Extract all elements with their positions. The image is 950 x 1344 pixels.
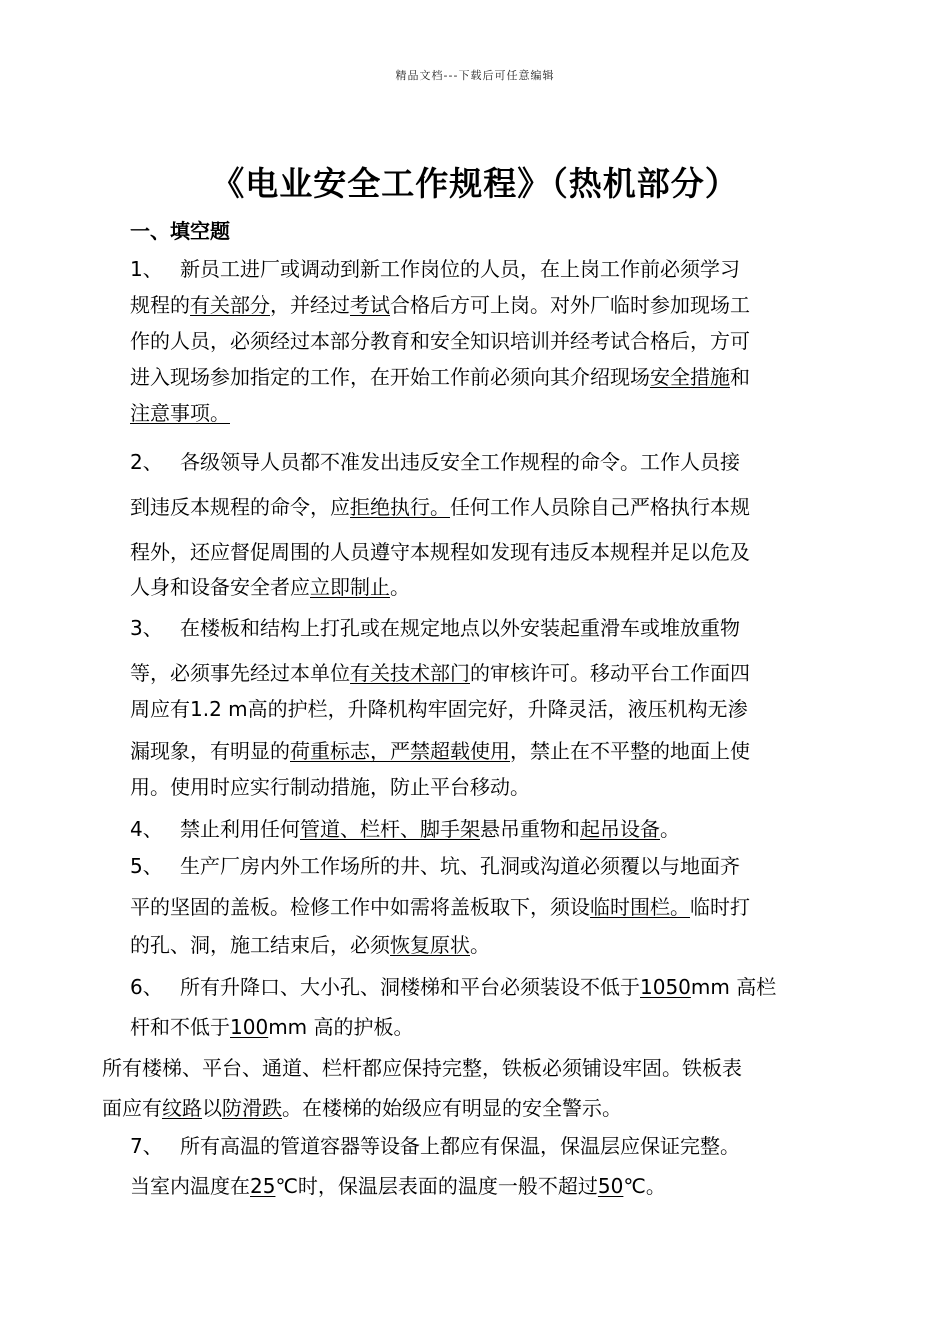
text-segment: 以 [202, 1096, 222, 1120]
text-segment: 的孔、洞，施工结束后，必须 [130, 933, 390, 957]
item-number: 2、 [130, 450, 163, 474]
text-segment: ，禁止在不平整的地面上使 [510, 739, 750, 763]
text-line [130, 251, 740, 287]
text-segment: 新员工进厂或调动到新工作岗位的人员，在上岗工作前必须学习 [180, 257, 740, 281]
answer-blank: 考试 [350, 293, 390, 317]
answer-blank: 管道、栏杆、脚手架 [300, 817, 480, 841]
text-line [130, 489, 750, 525]
text-line [130, 359, 750, 395]
text-line [130, 927, 490, 963]
item-number: 3、 [130, 616, 163, 640]
text-segment: 漏现象，有明显的 [130, 739, 290, 763]
text-segment: 悬吊重物和 [480, 817, 580, 841]
item-number: 6、 [130, 975, 163, 999]
text-line [130, 691, 748, 727]
text-segment: 合格后方可上岗。对外厂临时参加现场工 [390, 293, 750, 317]
text-segment: 禁止利用任何 [180, 817, 300, 841]
text-segment: 。 [470, 933, 490, 957]
text-segment: 平的坚固的盖板。检修工作中如需将盖板取下，须设 [130, 895, 590, 919]
text-segment: 作的人员，必须经过本部分教育和安全知识培训并经考试合格后，方可 [130, 329, 750, 353]
text-line [130, 1009, 414, 1045]
text-line [102, 1050, 742, 1086]
text-segment: 。 [390, 575, 410, 599]
answer-blank: 起吊设备 [580, 817, 660, 841]
text-segment: 杆和不低于 [130, 1015, 230, 1039]
text-line [130, 1168, 666, 1204]
text-segment: 面应有 [102, 1096, 162, 1120]
answer-blank: 荷重标志，严禁超载使用 [290, 739, 510, 763]
answer-blank: 恢复原状 [390, 933, 470, 957]
text-segment: 。在楼梯的始级应有明显的安全警示。 [282, 1096, 622, 1120]
answer-blank: 注意事项。 [130, 401, 230, 425]
text-line [130, 733, 750, 769]
text-segment: 人身和设备安全者应 [130, 575, 310, 599]
text-segment: 到违反本规程的命令，应 [130, 495, 350, 519]
item-number: 1、 [130, 257, 163, 281]
answer-blank: 1050 [640, 975, 691, 999]
answer-blank: 25 [250, 1174, 276, 1198]
answer-blank: 临时围栏。 [590, 895, 690, 919]
text-line [130, 769, 530, 805]
text-segment: 程外，还应督促周围的人员遵守本规程如发现有违反本规程并足以危及 [130, 540, 750, 564]
text-line [130, 1128, 740, 1164]
text-segment: 所有楼梯、平台、通道、栏杆都应保持完整，铁板必须铺设牢固。铁板表 [102, 1056, 742, 1080]
answer-blank: 100 [230, 1015, 269, 1039]
text-segment: 和 [730, 365, 750, 389]
text-segment: 。 [660, 817, 680, 841]
text-segment: 所有高温的管道容器等设备上都应有保温，保温层应保证完整。 [180, 1134, 740, 1158]
item-number: 4、 [130, 817, 163, 841]
text-line [130, 395, 230, 431]
text-line [130, 569, 410, 605]
text-line [130, 323, 750, 359]
text-line [130, 534, 750, 570]
answer-blank: 有关部分 [190, 293, 270, 317]
text-segment: 临时打 [690, 895, 750, 919]
text-segment: 规程的 [130, 293, 190, 317]
item-number: 7、 [130, 1134, 163, 1158]
text-segment: mm 高的护板。 [268, 1015, 414, 1039]
text-line [130, 655, 750, 691]
text-segment: 的审核许可。移动平台工作面四 [470, 661, 750, 685]
text-line [102, 1090, 622, 1126]
document-title: 《电业安全工作规程》（热机部分） [211, 164, 739, 203]
answer-blank: 安全措施 [650, 365, 730, 389]
text-segment: ，并经过 [270, 293, 350, 317]
text-line [130, 848, 740, 884]
answer-blank: 纹路 [162, 1096, 202, 1120]
answer-blank: 有关技术部门 [350, 661, 470, 685]
answer-blank: 拒绝执行。 [350, 495, 450, 519]
text-segment: 任何工作人员除自己严格执行本规 [450, 495, 750, 519]
text-segment: 等，必须事先经过本单位 [130, 661, 350, 685]
header-note: 精品文档---下载后可任意编辑 [395, 69, 555, 82]
text-line [130, 444, 740, 480]
text-segment: mm 高栏 [690, 975, 777, 999]
text-line [130, 287, 750, 323]
text-segment: 生产厂房内外工作场所的井、坑、孔洞或沟道必须覆以与地面齐 [180, 854, 740, 878]
text-segment: 周应有1.2 m高的护栏，升降机构牢固完好，升降灵活，液压机构无渗 [130, 697, 748, 721]
text-segment: 进入现场参加指定的工作，在开始工作前必须向其介绍现场 [130, 365, 650, 389]
text-line [130, 610, 740, 646]
answer-blank: 防滑跌 [222, 1096, 282, 1120]
text-line [130, 969, 776, 1005]
text-segment: 所有升降口、大小孔、洞楼梯和平台必须装设不低于 [180, 975, 640, 999]
text-segment: ℃时，保温层表面的温度一般不超过 [275, 1174, 598, 1198]
section-heading: 一、填空题 [130, 219, 230, 243]
text-segment: 各级领导人员都不准发出违反安全工作规程的命令。工作人员接 [180, 450, 740, 474]
text-line [130, 811, 680, 847]
text-segment: 在楼板和结构上打孔或在规定地点以外安装起重滑车或堆放重物 [180, 616, 740, 640]
text-segment: ℃。 [623, 1174, 666, 1198]
text-segment: 用。使用时应实行制动措施，防止平台移动。 [130, 775, 530, 799]
text-line [130, 889, 750, 925]
answer-blank: 立即制止 [310, 575, 390, 599]
item-number: 5、 [130, 854, 163, 878]
text-segment: 当室内温度在 [130, 1174, 250, 1198]
answer-blank: 50 [597, 1174, 624, 1198]
